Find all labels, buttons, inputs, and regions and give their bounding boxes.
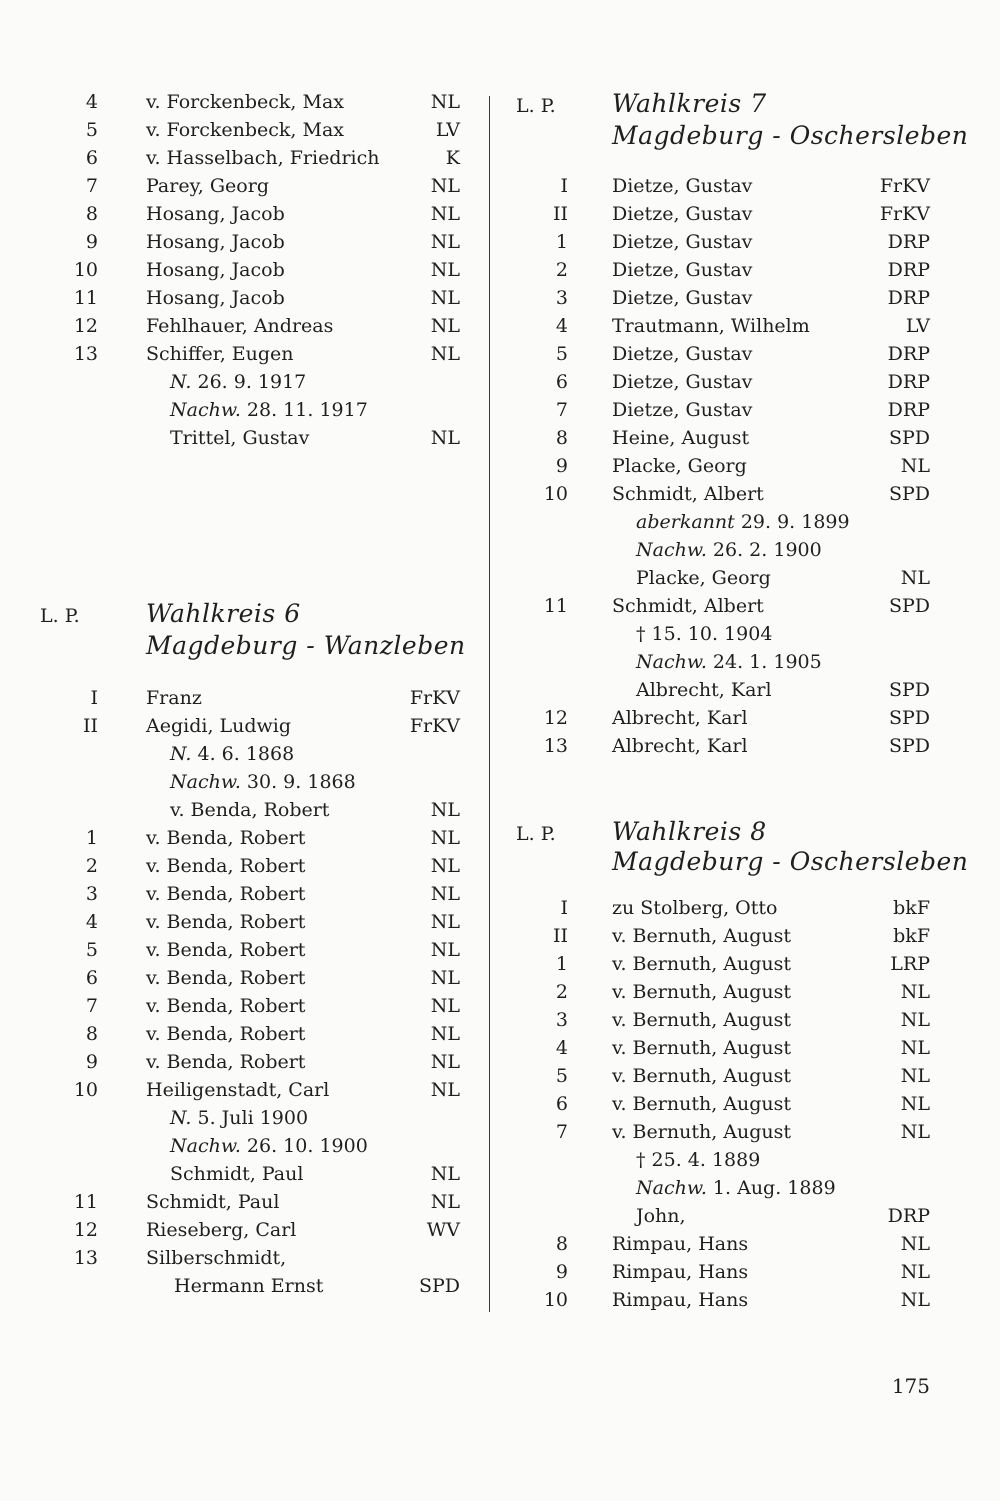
list-row <box>0 564 1000 592</box>
list-row <box>0 950 1000 978</box>
legislative-period-number: 5 <box>85 939 98 961</box>
member-name: Schiffer, Eugen <box>146 343 294 365</box>
party-abbreviation: NL <box>430 1023 460 1045</box>
legislative-period-number: II <box>82 715 98 737</box>
legislative-period-number: 4 <box>555 315 568 337</box>
member-name: Dietze, Gustav <box>612 399 753 421</box>
legislative-period-number: 10 <box>543 483 568 505</box>
member-name: Dietze, Gustav <box>612 203 753 225</box>
party-abbreviation: WV <box>426 1219 460 1241</box>
party-abbreviation: NL <box>430 939 460 961</box>
member-name: v. Benda, Robert <box>170 799 330 821</box>
member-name: v. Benda, Robert <box>146 1051 306 1073</box>
party-abbreviation: NL <box>430 799 460 821</box>
list-row <box>0 200 1000 228</box>
member-name: Rimpau, Hans <box>612 1261 749 1283</box>
section-subtitle: Magdeburg - Wanzleben <box>146 631 466 660</box>
member-name: Dietze, Gustav <box>612 175 753 197</box>
legislative-period-number: 9 <box>85 231 98 253</box>
legislative-period-number: 7 <box>555 1121 568 1143</box>
member-name: Hosang, Jacob <box>146 231 285 253</box>
note-entry: Nachw. 24. 1. 1905 <box>636 651 822 673</box>
party-abbreviation: NL <box>430 427 460 449</box>
list-row <box>0 704 1000 732</box>
party-abbreviation: bkF <box>893 925 930 947</box>
member-name: Placke, Georg <box>636 567 771 589</box>
party-abbreviation: LV <box>905 315 930 337</box>
legislative-period-number: 7 <box>85 175 98 197</box>
legislative-period-number: 4 <box>85 91 98 113</box>
party-abbreviation: DRP <box>887 259 930 281</box>
section-subtitle: Magdeburg - Oschersleben <box>612 847 969 876</box>
party-abbreviation: DRP <box>887 231 930 253</box>
party-abbreviation: SPD <box>888 707 930 729</box>
note-entry: N. 26. 9. 1917 <box>170 371 307 393</box>
legislative-period-number: 2 <box>555 259 568 281</box>
section-title: Wahlkreis 7 <box>612 89 767 118</box>
party-abbreviation: NL <box>430 1079 460 1101</box>
section-lp-label: L. P. <box>40 605 80 627</box>
list-row <box>0 732 1000 760</box>
legislative-period-number: 11 <box>543 595 568 617</box>
legislative-period-number: 1 <box>555 231 568 253</box>
party-abbreviation: FrKV <box>409 715 460 737</box>
list-row <box>0 978 1000 1006</box>
section-title: Wahlkreis 6 <box>146 599 301 628</box>
member-name: Silberschmidt, <box>146 1247 287 1269</box>
party-abbreviation: FrKV <box>409 687 460 709</box>
section-title: Wahlkreis 8 <box>612 817 767 846</box>
member-name: Fehlhauer, Andreas <box>146 315 334 337</box>
member-name: v. Bernuth, August <box>612 925 792 947</box>
member-name: Hosang, Jacob <box>146 287 285 309</box>
legislative-period-number: 5 <box>85 119 98 141</box>
party-abbreviation: NL <box>430 1191 460 1213</box>
list-row <box>0 592 1000 620</box>
member-name: Schmidt, Albert <box>612 595 764 617</box>
list-row <box>0 508 1000 536</box>
member-name: Schmidt, Albert <box>612 483 764 505</box>
member-name: v. Bernuth, August <box>612 981 792 1003</box>
party-abbreviation: NL <box>430 175 460 197</box>
party-abbreviation: DRP <box>887 399 930 421</box>
member-name: Heine, August <box>612 427 750 449</box>
member-name: † 15. 10. 1904 <box>636 623 773 645</box>
member-name: Hermann Ernst <box>174 1275 324 1297</box>
member-name: Trautmann, Wilhelm <box>612 315 810 337</box>
legislative-period-number: 10 <box>73 259 98 281</box>
legislative-period-number: 10 <box>73 1079 98 1101</box>
list-row <box>0 768 1000 796</box>
member-name: v. Forckenbeck, Max <box>146 91 344 113</box>
legislative-period-number: 12 <box>73 1219 98 1241</box>
member-name: Aegidi, Ludwig <box>146 715 292 737</box>
list-row <box>0 676 1000 704</box>
list-row <box>0 368 1000 396</box>
member-name: Schmidt, Paul <box>170 1163 304 1185</box>
legislative-period-number: 8 <box>555 427 568 449</box>
legislative-period-number: 3 <box>555 287 568 309</box>
party-abbreviation: NL <box>900 1065 930 1087</box>
legislative-period-number: I <box>90 687 98 709</box>
party-abbreviation: LRP <box>890 953 930 975</box>
legislative-period-number: I <box>560 897 568 919</box>
party-abbreviation: NL <box>430 343 460 365</box>
list-row <box>0 1006 1000 1034</box>
party-abbreviation: SPD <box>888 427 930 449</box>
legislative-period-number: 8 <box>555 1233 568 1255</box>
list-row <box>0 256 1000 284</box>
member-name: Trittel, Gustav <box>170 427 310 449</box>
legislative-period-number: 1 <box>555 953 568 975</box>
party-abbreviation: NL <box>430 315 460 337</box>
member-name: v. Forckenbeck, Max <box>146 119 344 141</box>
member-name: Hosang, Jacob <box>146 203 285 225</box>
member-name: v. Bernuth, August <box>612 953 792 975</box>
member-name: Dietze, Gustav <box>612 343 753 365</box>
list-row <box>0 1034 1000 1062</box>
member-name: zu Stolberg, Otto <box>612 897 778 919</box>
party-abbreviation: NL <box>430 995 460 1017</box>
note-entry: N. 5. Juli 1900 <box>170 1107 309 1129</box>
legislative-period-number: 5 <box>555 343 568 365</box>
party-abbreviation: K <box>445 147 460 169</box>
legislative-period-number: 4 <box>85 911 98 933</box>
member-name: v. Benda, Robert <box>146 967 306 989</box>
legislative-period-number: II <box>552 925 568 947</box>
member-name: v. Benda, Robert <box>146 911 306 933</box>
section-lp-label: L. P. <box>516 95 556 117</box>
list-row <box>0 452 1000 480</box>
note-entry: N. 4. 6. 1868 <box>170 743 295 765</box>
party-abbreviation: SPD <box>888 679 930 701</box>
member-name: Placke, Georg <box>612 455 747 477</box>
legislative-period-number: 6 <box>555 1093 568 1115</box>
party-abbreviation: DRP <box>887 371 930 393</box>
member-name: Albrecht, Karl <box>612 707 748 729</box>
legislative-period-number: 7 <box>85 995 98 1017</box>
member-name: Parey, Georg <box>146 175 269 197</box>
party-abbreviation: NL <box>900 1261 930 1283</box>
member-name: Hosang, Jacob <box>146 259 285 281</box>
legislative-period-number: 6 <box>85 967 98 989</box>
legislative-period-number: 9 <box>85 1051 98 1073</box>
member-name: Dietze, Gustav <box>612 287 753 309</box>
member-name: v. Benda, Robert <box>146 995 306 1017</box>
member-name: Albrecht, Karl <box>612 735 748 757</box>
party-abbreviation: SPD <box>888 483 930 505</box>
party-abbreviation: NL <box>430 91 460 113</box>
party-abbreviation: DRP <box>887 287 930 309</box>
party-abbreviation: NL <box>430 855 460 877</box>
member-name: † 25. 4. 1889 <box>636 1149 761 1171</box>
legislative-period-number: 11 <box>73 1191 98 1213</box>
party-abbreviation: NL <box>430 1163 460 1185</box>
legislative-period-number: 10 <box>543 1289 568 1311</box>
member-name: v. Bernuth, August <box>612 1093 792 1115</box>
list-row <box>0 424 1000 452</box>
party-abbreviation: NL <box>900 455 930 477</box>
list-row <box>0 88 1000 116</box>
legislative-period-number: 13 <box>543 735 568 757</box>
party-abbreviation: NL <box>900 1037 930 1059</box>
legislative-period-number: 12 <box>543 707 568 729</box>
party-abbreviation: bkF <box>893 897 930 919</box>
party-abbreviation: NL <box>430 967 460 989</box>
note-entry: Nachw. 30. 9. 1868 <box>170 771 356 793</box>
legislative-period-number: 9 <box>555 455 568 477</box>
party-abbreviation: SPD <box>418 1275 460 1297</box>
party-abbreviation: DRP <box>887 1205 930 1227</box>
page-number: 175 <box>891 1374 930 1398</box>
list-row <box>0 536 1000 564</box>
legislative-period-number: II <box>552 203 568 225</box>
list-row <box>0 1174 1000 1202</box>
list-row <box>0 648 1000 676</box>
party-abbreviation: NL <box>900 1289 930 1311</box>
legislative-period-number: 13 <box>73 343 98 365</box>
list-row <box>0 340 1000 368</box>
section-subtitle: Magdeburg - Oschersleben <box>612 121 969 150</box>
member-name: Dietze, Gustav <box>612 231 753 253</box>
party-abbreviation: NL <box>430 231 460 253</box>
member-name: Dietze, Gustav <box>612 371 753 393</box>
legislative-period-number: 9 <box>555 1261 568 1283</box>
legislative-period-number: 12 <box>73 315 98 337</box>
list-row <box>0 922 1000 950</box>
member-name: Schmidt, Paul <box>146 1191 280 1213</box>
member-name: v. Bernuth, August <box>612 1037 792 1059</box>
legislative-period-number: I <box>560 175 568 197</box>
member-name: v. Benda, Robert <box>146 1023 306 1045</box>
list-row <box>0 620 1000 648</box>
party-abbreviation: DRP <box>887 343 930 365</box>
legislative-period-number: 7 <box>555 399 568 421</box>
note-entry: Nachw. 1. Aug. 1889 <box>636 1177 836 1199</box>
party-abbreviation: NL <box>430 259 460 281</box>
list-row <box>0 796 1000 824</box>
party-abbreviation: NL <box>900 1093 930 1115</box>
member-name: v. Benda, Robert <box>146 855 306 877</box>
legislative-period-number: 11 <box>73 287 98 309</box>
member-name: v. Hasselbach, Friedrich <box>146 147 380 169</box>
note-entry: Nachw. 26. 10. 1900 <box>170 1135 368 1157</box>
list-row <box>0 1090 1000 1118</box>
party-abbreviation: NL <box>430 1051 460 1073</box>
list-row <box>0 284 1000 312</box>
member-name: Heiligenstadt, Carl <box>146 1079 330 1101</box>
party-abbreviation: NL <box>900 1009 930 1031</box>
party-abbreviation: NL <box>900 1233 930 1255</box>
party-abbreviation: NL <box>430 287 460 309</box>
list-row <box>0 312 1000 340</box>
list-row <box>0 1118 1000 1146</box>
legislative-period-number: 6 <box>85 147 98 169</box>
list-row <box>0 1258 1000 1286</box>
list-row <box>0 396 1000 424</box>
member-name: Franz <box>146 687 202 709</box>
party-abbreviation: FrKV <box>879 175 930 197</box>
list-row <box>0 1062 1000 1090</box>
party-abbreviation: NL <box>900 567 930 589</box>
legislative-period-number: 3 <box>555 1009 568 1031</box>
note-entry: aberkannt 29. 9. 1899 <box>636 511 850 533</box>
member-name: v. Bernuth, August <box>612 1121 792 1143</box>
note-entry: Nachw. 26. 2. 1900 <box>636 539 822 561</box>
member-name: Dietze, Gustav <box>612 259 753 281</box>
member-name: Albrecht, Karl <box>636 679 772 701</box>
party-abbreviation: NL <box>900 1121 930 1143</box>
member-name: John, <box>636 1205 686 1227</box>
list-row <box>0 480 1000 508</box>
member-name: Rieseberg, Carl <box>146 1219 297 1241</box>
legislative-period-number: 6 <box>555 371 568 393</box>
legislative-period-number: 2 <box>85 855 98 877</box>
party-abbreviation: NL <box>430 883 460 905</box>
list-row <box>0 1230 1000 1258</box>
party-abbreviation: NL <box>900 981 930 1003</box>
list-row <box>0 1146 1000 1174</box>
member-name: v. Bernuth, August <box>612 1065 792 1087</box>
party-abbreviation: NL <box>430 203 460 225</box>
member-name: v. Benda, Robert <box>146 827 306 849</box>
legislative-period-number: 8 <box>85 203 98 225</box>
legislative-period-number: 13 <box>73 1247 98 1269</box>
list-row <box>0 172 1000 200</box>
list-row <box>0 894 1000 922</box>
legislative-period-number: 8 <box>85 1023 98 1045</box>
party-abbreviation: LV <box>435 119 460 141</box>
legislative-period-number: 3 <box>85 883 98 905</box>
legislative-period-number: 2 <box>555 981 568 1003</box>
legislative-period-number: 4 <box>555 1037 568 1059</box>
list-row <box>0 1202 1000 1230</box>
member-name: v. Bernuth, August <box>612 1009 792 1031</box>
note-entry: Nachw. 28. 11. 1917 <box>170 399 368 421</box>
party-abbreviation: NL <box>430 827 460 849</box>
member-name: Rimpau, Hans <box>612 1289 749 1311</box>
party-abbreviation: SPD <box>888 595 930 617</box>
legislative-period-number: 5 <box>555 1065 568 1087</box>
party-abbreviation: NL <box>430 911 460 933</box>
list-row <box>0 228 1000 256</box>
member-name: Rimpau, Hans <box>612 1233 749 1255</box>
legislative-period-number: 1 <box>85 827 98 849</box>
list-row <box>0 1286 1000 1314</box>
section-lp-label: L. P. <box>516 823 556 845</box>
party-abbreviation: SPD <box>888 735 930 757</box>
party-abbreviation: FrKV <box>879 203 930 225</box>
member-name: v. Benda, Robert <box>146 883 306 905</box>
member-name: v. Benda, Robert <box>146 939 306 961</box>
